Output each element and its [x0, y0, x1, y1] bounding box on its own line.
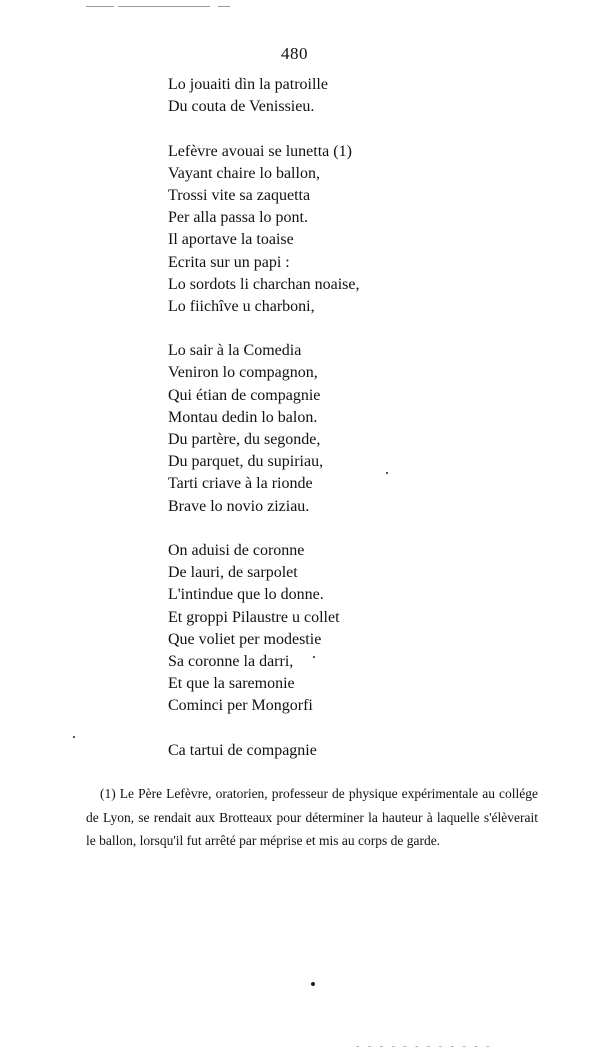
ink-speck [73, 736, 75, 738]
verse-line: Cominci per Mongorfi [168, 697, 313, 715]
verse-line: Que voliet per modestie [168, 630, 322, 648]
top-rule [86, 6, 114, 7]
top-rule [218, 6, 230, 7]
page-number: 480 [281, 44, 308, 63]
verse-line: De lauri, de sarpolet [168, 564, 298, 582]
verse-line: Tarti criave à la rionde [168, 475, 313, 493]
stanza [168, 540, 360, 718]
poem [168, 74, 360, 762]
stanza [168, 74, 360, 118]
verse-line: Du parquet, du supiriau, [168, 453, 324, 471]
verse-line: Ca tartui de compagnie [168, 741, 317, 759]
verse-line: Du partère, du segonde, [168, 431, 321, 448]
scan-margin-marks: - - - - - - - - - - - - [356, 1041, 493, 1052]
footnote: (1) Le Père Lefèvre, oratorien, professeur de physique expérimentale au collége de Lyon, se rendait aux Brotteaux pour déterminer la hauteur à laquelle s'élèverait le ballon, lorsqu'il fut arrêté par méprise et mis au corps de garde. [86, 786, 538, 849]
verse-line: Montau dedin lo balon. [168, 408, 318, 426]
verse-line: Lo fiichîve u charboni, [168, 297, 315, 315]
stanza [168, 340, 360, 518]
verse-line: Lo sair à la Comedia [168, 342, 302, 360]
verse-line: Et que la saremonie [168, 675, 295, 693]
top-rule [118, 6, 210, 7]
ink-dot [311, 982, 315, 986]
verse-line: Qui étian de compagnie [168, 386, 321, 404]
verse-line: Veniron lo compagnon, [168, 364, 318, 382]
ink-speck [386, 472, 388, 474]
verse-line: On aduisi de coronne [168, 541, 305, 559]
verse-line: Du couta de Venissieu. [168, 98, 315, 116]
verse-line: Lo jouaiti dìn la patroille [168, 76, 328, 93]
verse-line: Per alla passa lo pont. [168, 209, 308, 227]
verse-line: Et groppi Pilaustre u collet [168, 608, 340, 626]
verse-line: Ecrita sur un papi : [168, 253, 290, 271]
verse-line: Lefèvre avouai se lunetta (1) [168, 142, 352, 160]
verse-line: Vayant chaire lo ballon, [168, 164, 320, 182]
verse-line: Brave lo novio ziziau. [168, 497, 310, 515]
verse-line: Sa coronne la darri, [168, 652, 294, 670]
stanza [168, 740, 360, 762]
stanza [168, 141, 360, 319]
verse-line: Il aportave la toaise [168, 231, 294, 249]
ink-speck [313, 656, 315, 658]
verse-line: Trossi vite sa zaquetta [168, 186, 311, 204]
verse-line: Lo sordots li charchan noaise, [168, 275, 360, 293]
verse-line: L'intindue que lo donne. [168, 586, 324, 604]
